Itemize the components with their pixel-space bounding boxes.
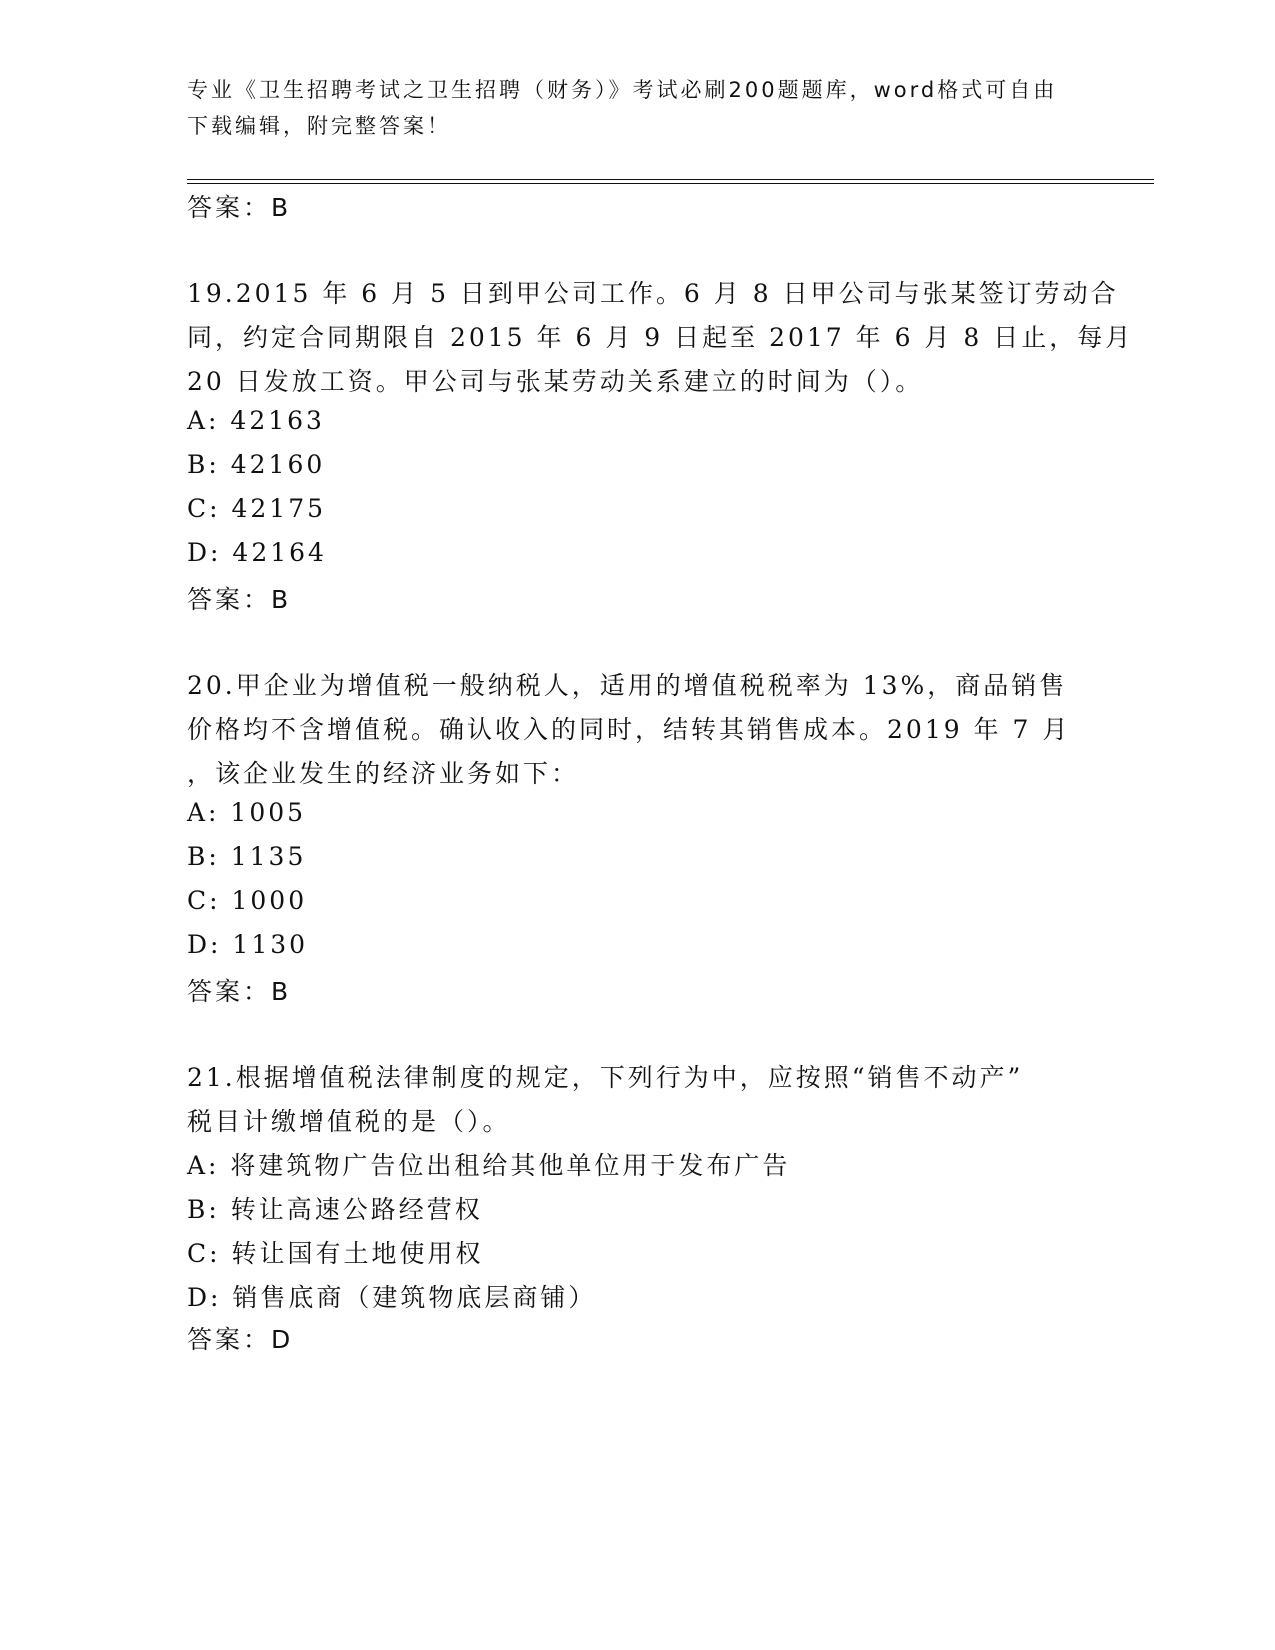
question-19-option-c: C: 42175 <box>187 494 327 523</box>
question-19-answer: 答案：B <box>187 585 292 614</box>
question-20-line-1: 20.甲企业为增值税一般纳税人，适用的增值税税率为 13%，商品销售 <box>187 671 1068 700</box>
question-20-line-3: ，该企业发生的经济业务如下： <box>187 759 580 788</box>
question-19-line-2: 同，约定合同期限自 2015 年 6 月 9 日起至 2017 年 6 月 8 日止，每月 <box>187 323 1134 352</box>
question-19-option-d: D: 42164 <box>187 538 327 567</box>
question-20-option-a: A: 1005 <box>187 798 307 827</box>
question-19-line-3: 20 日发放工资。甲公司与张某劳动关系建立的时间为（）。 <box>187 367 924 396</box>
question-19-option-a: A: 42163 <box>187 406 325 435</box>
question-21-option-c: C: 转让国有土地使用权 <box>187 1239 484 1268</box>
question-21-answer: 答案：D <box>187 1325 294 1354</box>
header-divider-top <box>187 179 1154 180</box>
question-20-answer: 答案：B <box>187 977 292 1006</box>
question-21-option-b: B: 转让高速公路经营权 <box>187 1195 483 1224</box>
answer-previous: 答案：B <box>187 193 292 222</box>
question-21-line-1: 21.根据增值税法律制度的规定，下列行为中，应按照“销售不动产” <box>187 1063 1024 1092</box>
question-19-line-1: 19.2015 年 6 月 5 日到甲公司工作。6 月 8 日甲公司与张某签订劳动合 <box>187 279 1119 308</box>
question-19-option-b: B: 42160 <box>187 450 326 479</box>
question-20-line-2: 价格均不含增值税。确认收入的同时，结转其销售成本。2019 年 7 月 <box>187 715 1071 744</box>
question-21-option-a: A: 将建筑物广告位出租给其他单位用于发布广告 <box>187 1151 791 1180</box>
document-header: 专业《卫生招聘考试之卫生招聘（财务）》考试必刷200题题库，word格式可自由下载编辑，附完整答案！ <box>187 78 1058 138</box>
question-20-option-d: D: 1130 <box>187 930 309 959</box>
question-21-option-d: D: 销售底商（建筑物底层商铺） <box>187 1283 597 1312</box>
question-21-line-2: 税目计缴增值税的是（）。 <box>187 1107 511 1136</box>
question-20-option-c: C: 1000 <box>187 886 308 915</box>
header-divider-bottom <box>187 183 1154 184</box>
question-20-option-b: B: 1135 <box>187 842 307 871</box>
